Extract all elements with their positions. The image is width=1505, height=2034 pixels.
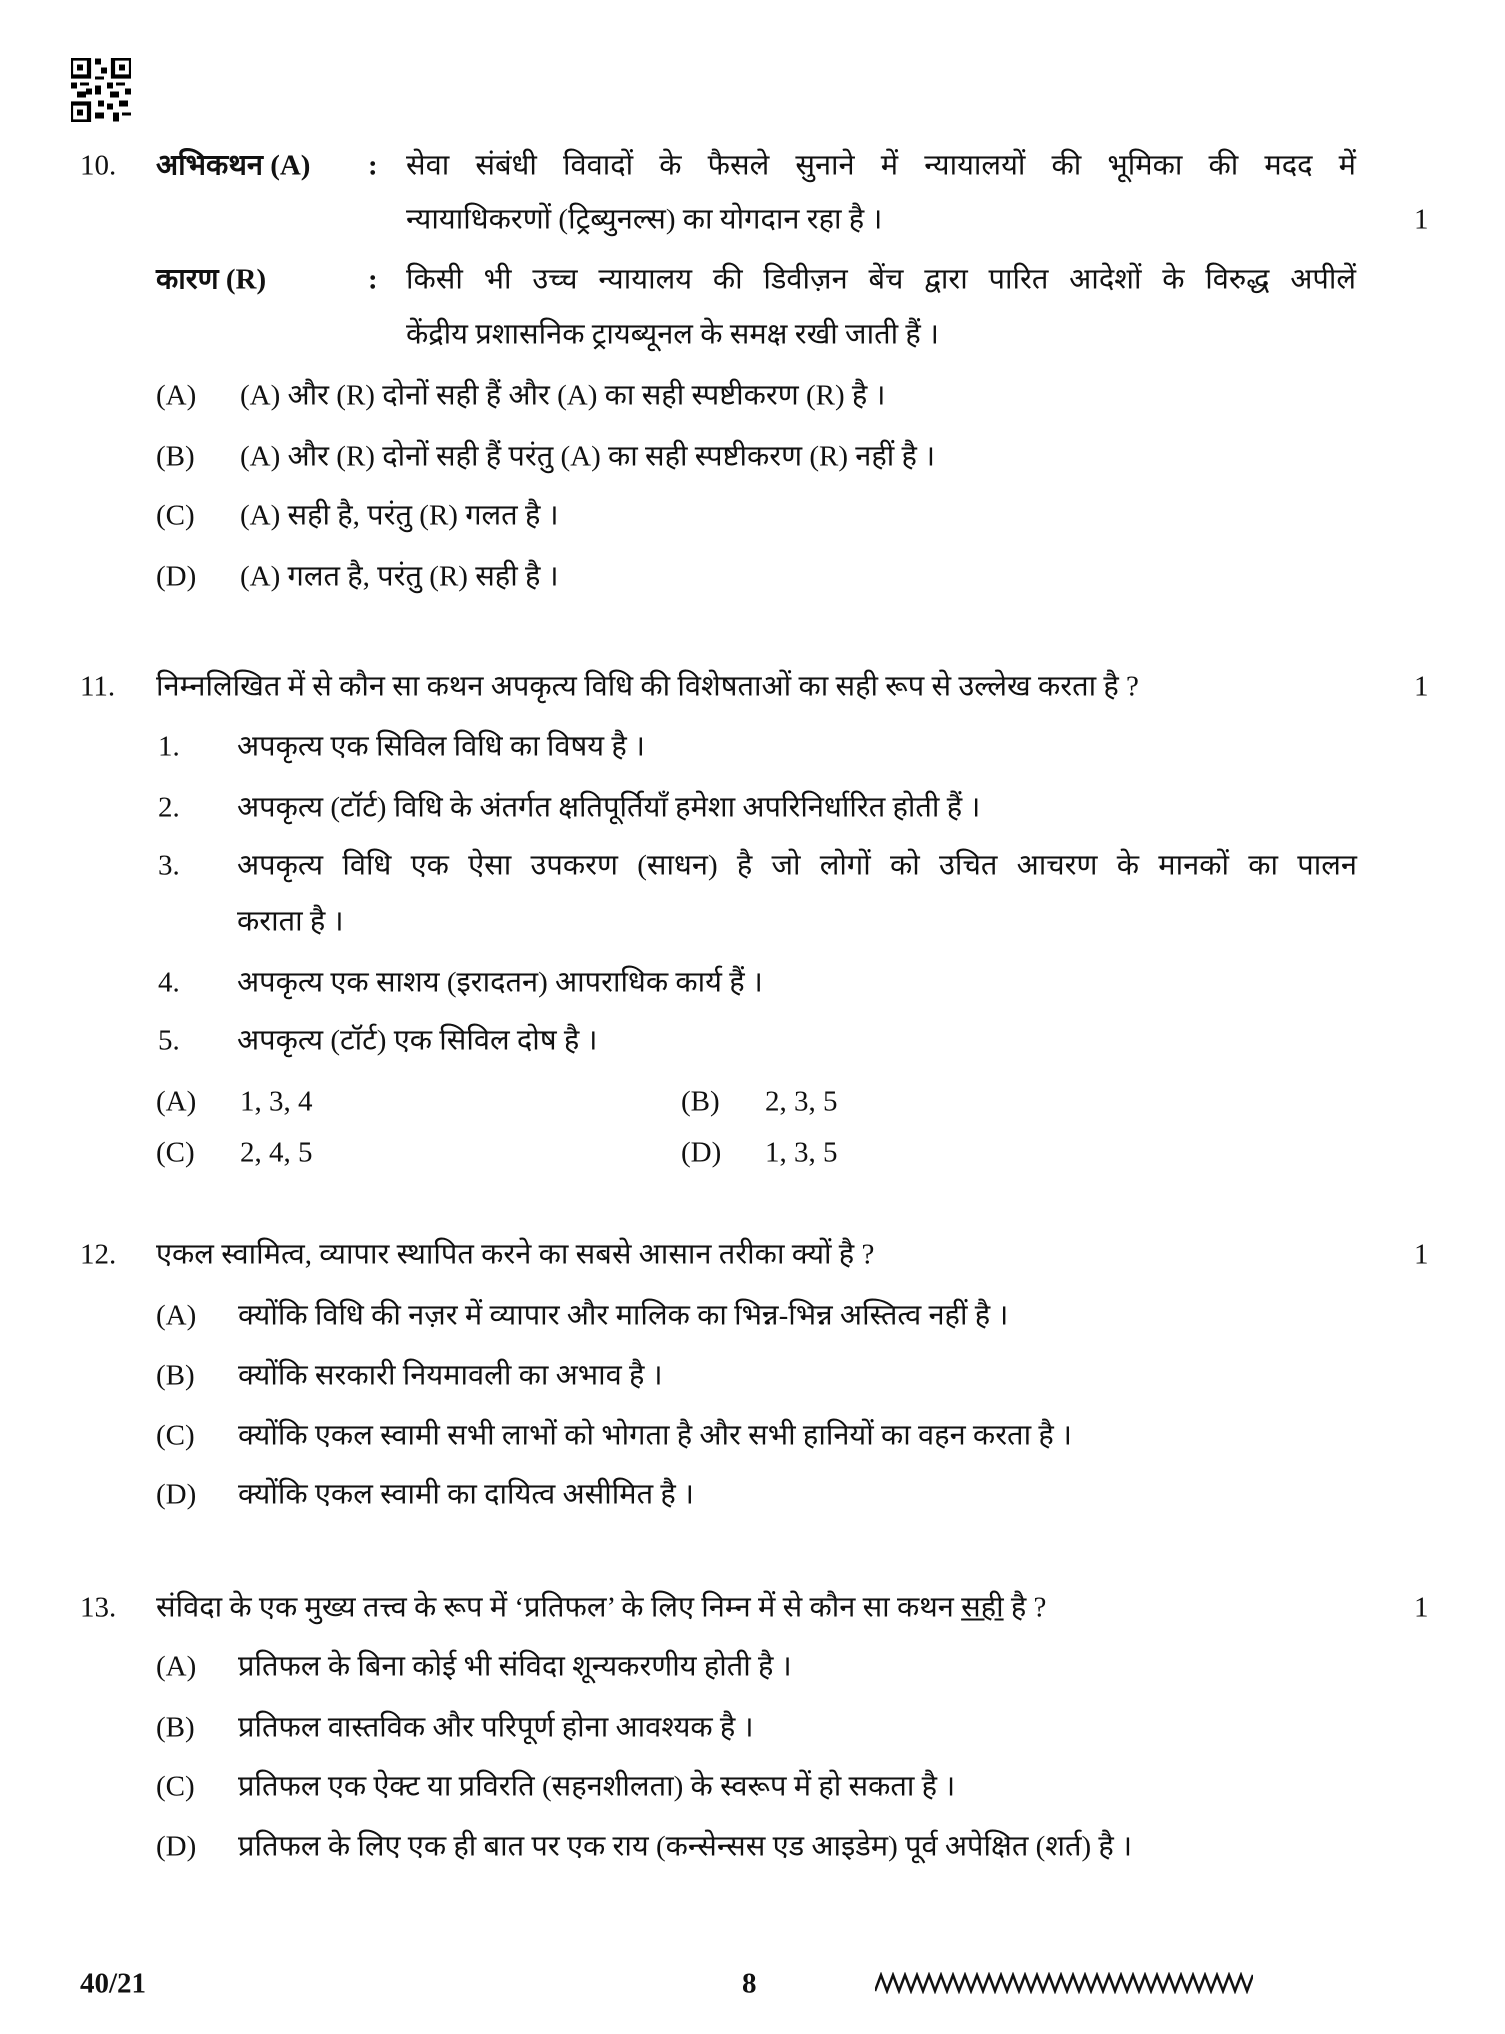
option-text: (A) गलत है, परंतु (R) सही है । (240, 560, 559, 593)
wavy-line-decoration (875, 1972, 1253, 1994)
assertion-text: सेवा संबंधी विवादों के फैसले सुनाने में न्यायालयों की भूमिका की मदद में (406, 149, 1356, 182)
option-text: क्योंकि सरकारी नियमावली का अभाव है । (238, 1359, 663, 1392)
option-text: क्योंकि विधि की नज़र में व्यापार और मालिक का भिन्न-भिन्न अस्तित्व नहीं है । (238, 1299, 1009, 1332)
paper-code: 40/21 (80, 1967, 147, 2000)
option-text: प्रतिफल के बिना कोई भी संविदा शून्यकरणीय होती है । (238, 1650, 792, 1683)
option-text: प्रतिफल एक ऐक्ट या प्रविरति (सहनशीलता) के स्वरूप में हो सकता है । (238, 1770, 956, 1803)
question-marks: 1 (1414, 1238, 1429, 1271)
underlined-word: सही (961, 1591, 1004, 1624)
question-text: एकल स्वामित्व, व्यापार स्थापित करने का सबसे आसान तरीका क्यों है ? (156, 1238, 875, 1271)
statement-number: 4. (158, 966, 180, 999)
option-letter: (D) (681, 1136, 722, 1169)
statement-text: अपकृत्य (टॉर्ट) विधि के अंतर्गत क्षतिपूर्तियाँ हमेशा अपरिनिर्धारित होती हैं । (237, 791, 981, 824)
colon: : (368, 149, 378, 182)
statement-number: 2. (158, 791, 180, 824)
question-number: 13. (80, 1591, 117, 1624)
statement-text: कराता है । (237, 905, 344, 938)
option-letter: (D) (156, 560, 197, 593)
question-number: 11. (80, 670, 116, 703)
option-text: क्योंकि एकल स्वामी का दायित्व असीमित है । (238, 1478, 694, 1511)
option-text: प्रतिफल के लिए एक ही बात पर एक राय (कन्सेन्सस एड आइडेम) पूर्व अपेक्षित (शर्त) है । (238, 1830, 1133, 1863)
option-letter: (C) (156, 1136, 195, 1169)
reason-text: केंद्रीय प्रशासनिक ट्रायब्यूनल के समक्ष रखी जाती हैं । (406, 318, 940, 351)
statement-text: अपकृत्य विधि एक ऐसा उपकरण (साधन) है जो लोगों को उचित आचरण के मानकों का पालन (237, 849, 1357, 882)
statement-text: अपकृत्य (टॉर्ट) एक सिविल दोष है । (237, 1024, 598, 1057)
question-number: 12. (80, 1238, 117, 1271)
question-marks: 1 (1414, 670, 1429, 703)
option-letter: (B) (681, 1085, 720, 1118)
statement-number: 1. (158, 730, 180, 763)
option-text: (A) सही है, परंतु (R) गलत है । (240, 499, 559, 532)
question-text-part: संविदा के एक मुख्य तत्त्व के रूप में ‘प्रतिफल’ के लिए निम्न में से कौन सा कथन (156, 1591, 962, 1624)
reason-text: किसी भी उच्च न्यायालय की डिवीज़न बेंच द्वारा पारित आदेशों के विरुद्ध अपीलें (406, 263, 1356, 296)
statement-text: अपकृत्य एक सिविल विधि का विषय है । (237, 730, 645, 763)
option-letter: (A) (156, 1299, 197, 1332)
option-text: (A) और (R) दोनों सही हैं परंतु (A) का सही स्पष्टीकरण (R) नहीं है । (240, 440, 936, 473)
option-letter: (B) (156, 1711, 195, 1744)
question-text-part: है ? (1003, 1591, 1047, 1624)
option-letter: (A) (156, 1650, 197, 1683)
option-letter: (B) (156, 440, 195, 473)
option-letter: (A) (156, 1085, 197, 1118)
option-text: 1, 3, 4 (240, 1085, 313, 1118)
option-text: 2, 4, 5 (240, 1136, 313, 1169)
assertion-label: अभिकथन (A) (156, 149, 311, 182)
question-number: 10. (80, 149, 117, 182)
option-letter: (C) (156, 1419, 195, 1452)
statement-number: 3. (158, 849, 180, 882)
option-text: (A) और (R) दोनों सही हैं और (A) का सही स्पष्टीकरण (R) है । (240, 379, 886, 412)
question-marks: 1 (1414, 203, 1429, 236)
option-letter: (A) (156, 379, 197, 412)
option-text: 1, 3, 5 (765, 1136, 838, 1169)
reason-label: कारण (R) (156, 263, 267, 296)
assertion-text: न्यायाधिकरणों (ट्रिब्युनल्स) का योगदान रहा है । (406, 203, 883, 236)
question-marks: 1 (1414, 1591, 1429, 1624)
colon: : (368, 263, 378, 296)
page-number: 8 (742, 1967, 757, 2000)
question-text: निम्नलिखित में से कौन सा कथन अपकृत्य विधि की विशेषताओं का सही रूप से उल्लेख करता है ? (156, 670, 1139, 703)
option-text: 2, 3, 5 (765, 1085, 838, 1118)
question-text (156, 1591, 1047, 1624)
qr-code-icon (71, 58, 131, 122)
statement-number: 5. (158, 1024, 180, 1057)
option-letter: (D) (156, 1830, 197, 1863)
option-letter: (D) (156, 1478, 197, 1511)
option-letter: (C) (156, 1770, 195, 1803)
option-text: क्योंकि एकल स्वामी सभी लाभों को भोगता है और सभी हानियों का वहन करता है । (238, 1419, 1072, 1452)
option-text: प्रतिफल वास्तविक और परिपूर्ण होना आवश्यक है । (238, 1711, 754, 1744)
option-letter: (B) (156, 1359, 195, 1392)
statement-text: अपकृत्य एक साशय (इरादतन) आपराधिक कार्य हैं । (237, 966, 763, 999)
option-letter: (C) (156, 499, 195, 532)
